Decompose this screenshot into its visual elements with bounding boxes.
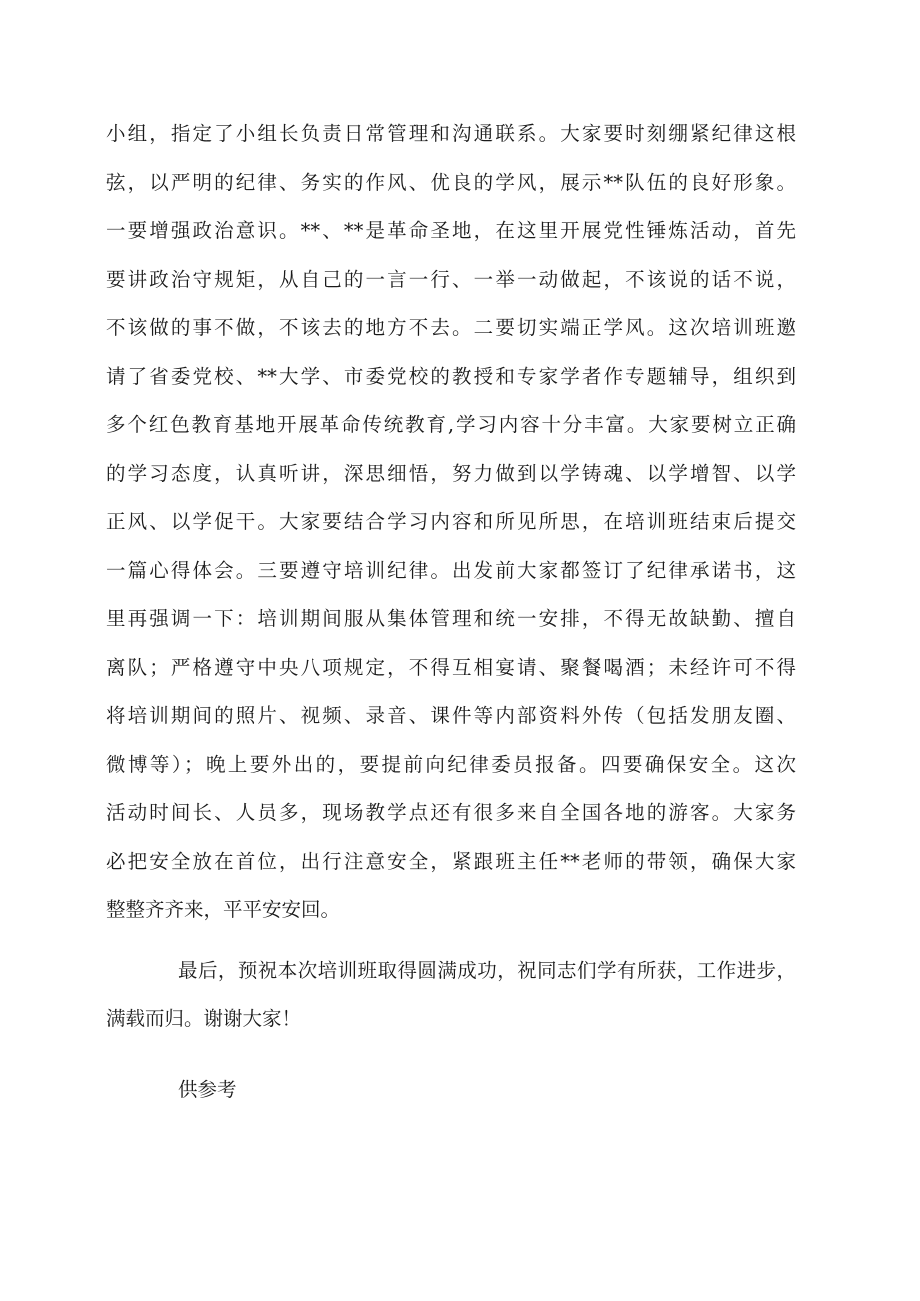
text-line: 里再强调一下：培训期间服从集体管理和统一安排，不得无故缺勤、擅自: [106, 607, 796, 630]
text-line: 离队；严格遵守中央八项规定，不得互相宴请、聚餐喝酒；未经许可不得: [106, 655, 796, 679]
text-line: 多个红色教育基地开展革命传统教育,学习内容十分丰富。大家要树立正确: [106, 413, 796, 436]
text-line: 将培训期间的照片、视频、录音、课件等内部资料外传（包括发朋友圈、: [106, 704, 796, 727]
text-line: 不该做的事不做，不该去的地方不去。二要切实端正学风。这次培训班邀: [106, 316, 796, 339]
text-line: 弦，以严明的纪律、务实的作风、优良的学风，展示**队伍的良好形象。: [106, 170, 796, 194]
text-line: 小组，指定了小组长负责日常管理和沟通联系。大家要时刻绷紧纪律这根: [106, 122, 796, 145]
text-line: 正风、以学促干。大家要结合学习内容和所见所思，在培训班结束后提交: [106, 510, 796, 533]
reference-note: 供参考: [178, 1077, 237, 1101]
text-line: 请了省委党校、**大学、市委党校的教授和专家学者作专题辅导，组织到: [106, 364, 796, 388]
text-line: 微博等）；晚上要外出的，要提前向纪律委员报备。四要确保安全。这次: [106, 752, 796, 776]
text-line: 满载而归。谢谢大家！: [106, 1007, 302, 1030]
text-line: 整整齐齐来，平平安安回。: [106, 898, 341, 921]
text-line: 要讲政治守规矩，从自己的一言一行、一举一动做起，不该说的话不说，: [106, 267, 796, 291]
text-line: 活动时间长、人员多，现场教学点还有很多来自全国各地的游客。大家务: [106, 801, 796, 824]
text-line: 一要增强政治意识。**、**是革命圣地，在这里开展党性锤炼活动，首先: [106, 219, 796, 242]
document-body: [106, 110, 796, 1114]
text-line: 最后，预祝本次培训班取得圆满成功，祝同志们学有所获，工作进步，: [178, 958, 796, 982]
text-line: 的学习态度，认真听讲，深思细悟，努力做到以学铸魂、以学增智、以学: [106, 461, 796, 485]
text-line: 必把安全放在首位，出行注意安全，紧跟班主任**老师的带领，确保大家: [106, 849, 796, 873]
text-line: 一篇心得体会。三要遵守培训纪律。出发前大家都签订了纪律承诺书，这: [106, 558, 796, 582]
paragraph-discipline: [106, 110, 796, 935]
paragraph-closing: [106, 947, 796, 1044]
